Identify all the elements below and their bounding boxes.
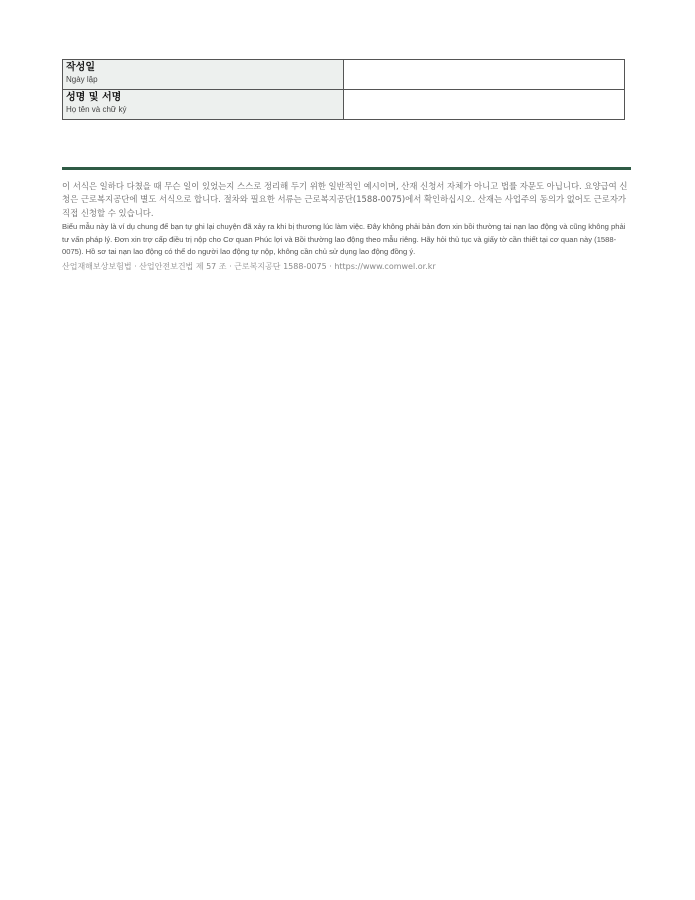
signature-label-ko: 성명 및 서명: [66, 92, 122, 103]
date-label-cell: [63, 60, 344, 90]
footer-notes: [62, 180, 631, 273]
signature-table: [62, 59, 625, 120]
legal-reference: 산업재해보상보험법 · 산업안전보건법 제 57 조 · 근로복지공단 1588-0075 · https://www.comwel.or.kr: [62, 262, 436, 271]
date-label-ko: 작성일: [66, 62, 95, 73]
date-row: [63, 60, 625, 90]
disclaimer-ko: 이 서식은 일하다 다쳤을 때 무슨 일이 있었는지 스스로 정리해 두기 위한 일반적인 예시이며, 산재 신청서 자체가 아니고 법률 자문도 아닙니다. 요양급여 신청은 근로복지공단에 별도 서식으로 합니다. 절차와 필요한 서류는 근로복지공단(1588-0075)에서 확인하십시오. 산재는 사업주의 동의가 없어도 근로자가 직접 신청할 수 있습니다.: [62, 181, 628, 218]
date-field[interactable]: [344, 60, 625, 90]
signature-label-cell: [63, 90, 344, 120]
footer-divider: [62, 167, 631, 170]
signature-label-vi: Họ tên và chữ ký: [66, 105, 127, 114]
date-label-vi: Ngày lập: [66, 75, 98, 84]
signature-row: [63, 90, 625, 120]
disclaimer-vi: Biểu mẫu này là ví dụ chung để bạn tự ghi lại chuyện đã xảy ra khi bị thương lúc làm việc. Đây không phải bản đơn xin bồi thường tai nạn lao động và cũng không phải tư vấn pháp lý. Đơn xin trợ cấp điều trị nộp cho Cơ quan Phúc lợi và Bồi thường lao động theo mẫu riêng. Hãy hỏi thủ tục và giấy tờ cần thiết tại cơ quan này (1588-0075). Hồ sơ tai nạn lao động có thể do người lao động tự nộp, không cần chủ sử dụng lao động đồng ý.: [62, 222, 626, 257]
signature-field[interactable]: [344, 90, 625, 120]
